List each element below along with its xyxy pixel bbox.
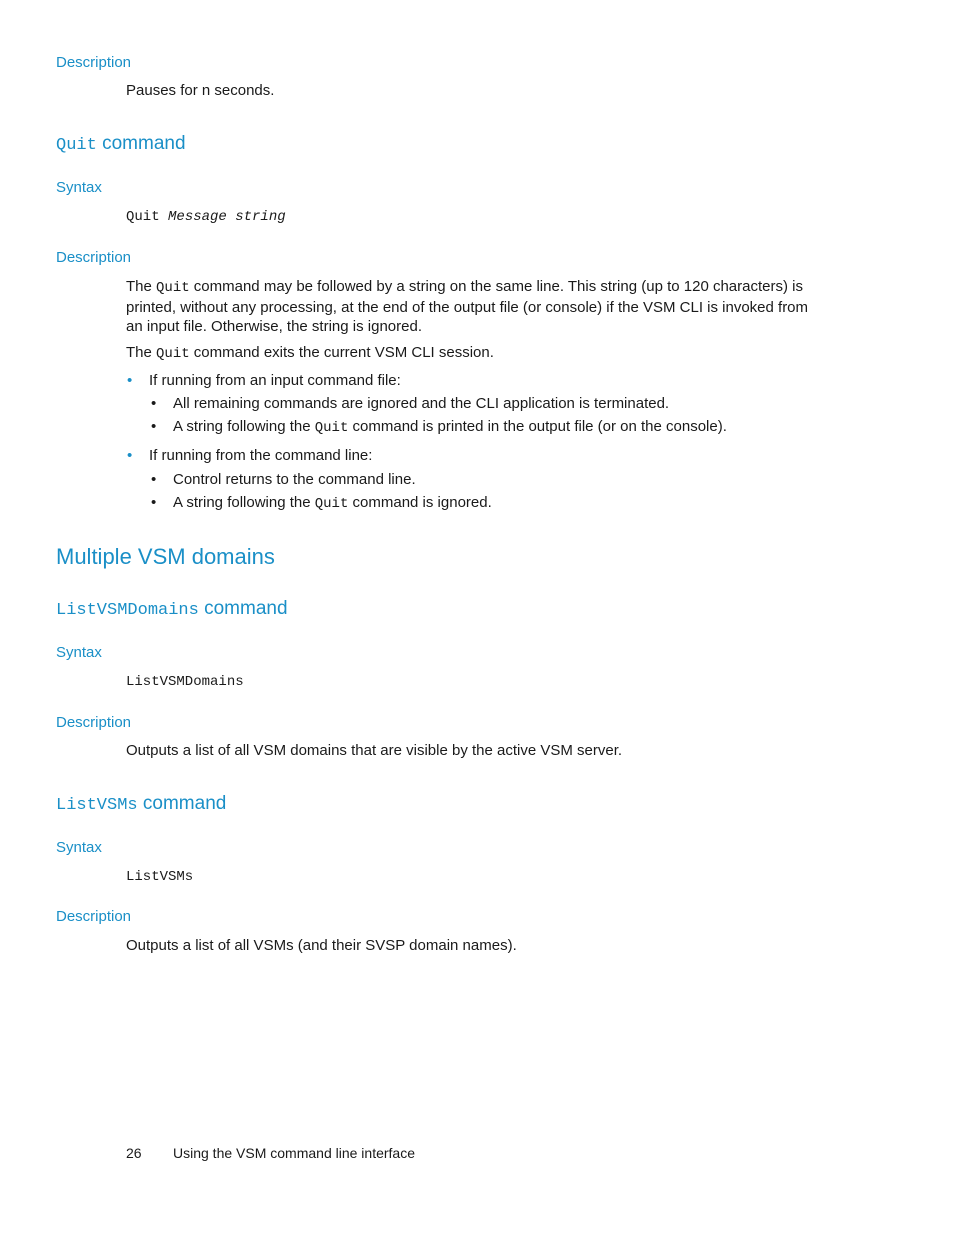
quit-syntax-cmd: Quit (126, 209, 160, 225)
text: A string following the (173, 418, 315, 435)
description-text: Pauses for n seconds. (126, 82, 275, 99)
heading-code: ListVSMDomains (56, 601, 199, 620)
list-item (173, 494, 492, 512)
text: The (126, 278, 157, 295)
text: command is ignored. (348, 494, 492, 511)
bullet-icon: • (151, 418, 157, 435)
description-label: Description (56, 714, 132, 731)
list-item: All remaining commands are ignored and the CLI application is terminated. (173, 395, 670, 412)
quit-syntax-arg: Message string (168, 209, 286, 225)
page-number: 26 (126, 1145, 142, 1161)
inline-code: Quit (156, 280, 190, 296)
text: The (126, 344, 157, 361)
syntax-label: Syntax (56, 179, 102, 196)
list-item: If running from the command line: (149, 447, 373, 464)
list-item (173, 418, 727, 436)
section-heading: Multiple VSM domains (56, 544, 275, 569)
heading-text: command (137, 793, 227, 814)
description-label: Description (56, 54, 132, 71)
listvsms-syntax: ListVSMs (126, 869, 194, 885)
heading-text: command (198, 598, 288, 619)
quit-heading-text: command (96, 133, 186, 154)
quit-desc-p2 (126, 343, 816, 364)
quit-syntax (126, 209, 286, 225)
listvsms-description: Outputs a list of all VSMs (and their SVSP domain names). (126, 937, 517, 954)
quit-desc-p1 (126, 277, 816, 336)
listvsmdomains-syntax: ListVSMDomains (126, 674, 244, 690)
list-item: If running from an input command file: (149, 372, 401, 389)
text: command may be followed by a string on the same line. This string (up to 120 characters) is printed, without any processing, at the end of the output file (or console) if the VSM CLI is invoked from an input file. Otherwise, the string is ignored. (126, 278, 809, 335)
quit-heading-code: Quit (56, 136, 97, 155)
bullet-icon: • (127, 372, 133, 389)
bullet-icon: • (151, 471, 157, 488)
listvsmdomains-heading (56, 598, 288, 620)
text: command is printed in the output file (or on the console). (348, 418, 727, 435)
inline-code: Quit (314, 420, 349, 436)
inline-code: Quit (314, 496, 349, 512)
description-label: Description (56, 249, 132, 266)
listvsms-heading (56, 793, 226, 815)
text: command exits the current VSM CLI session. (189, 344, 494, 361)
list-item: Control returns to the command line. (173, 471, 416, 488)
description-label: Description (56, 908, 132, 925)
listvsmdomains-description: Outputs a list of all VSM domains that are visible by the active VSM server. (126, 742, 623, 759)
syntax-label: Syntax (56, 644, 102, 661)
text: A string following the (173, 494, 315, 511)
bullet-icon: • (151, 494, 157, 511)
footer-title: Using the VSM command line interface (173, 1145, 415, 1161)
heading-code: ListVSMs (56, 796, 138, 815)
bullet-icon: • (127, 447, 133, 464)
quit-heading (56, 133, 186, 155)
inline-code: Quit (156, 346, 190, 362)
syntax-label: Syntax (56, 839, 102, 856)
bullet-icon: • (151, 395, 157, 412)
